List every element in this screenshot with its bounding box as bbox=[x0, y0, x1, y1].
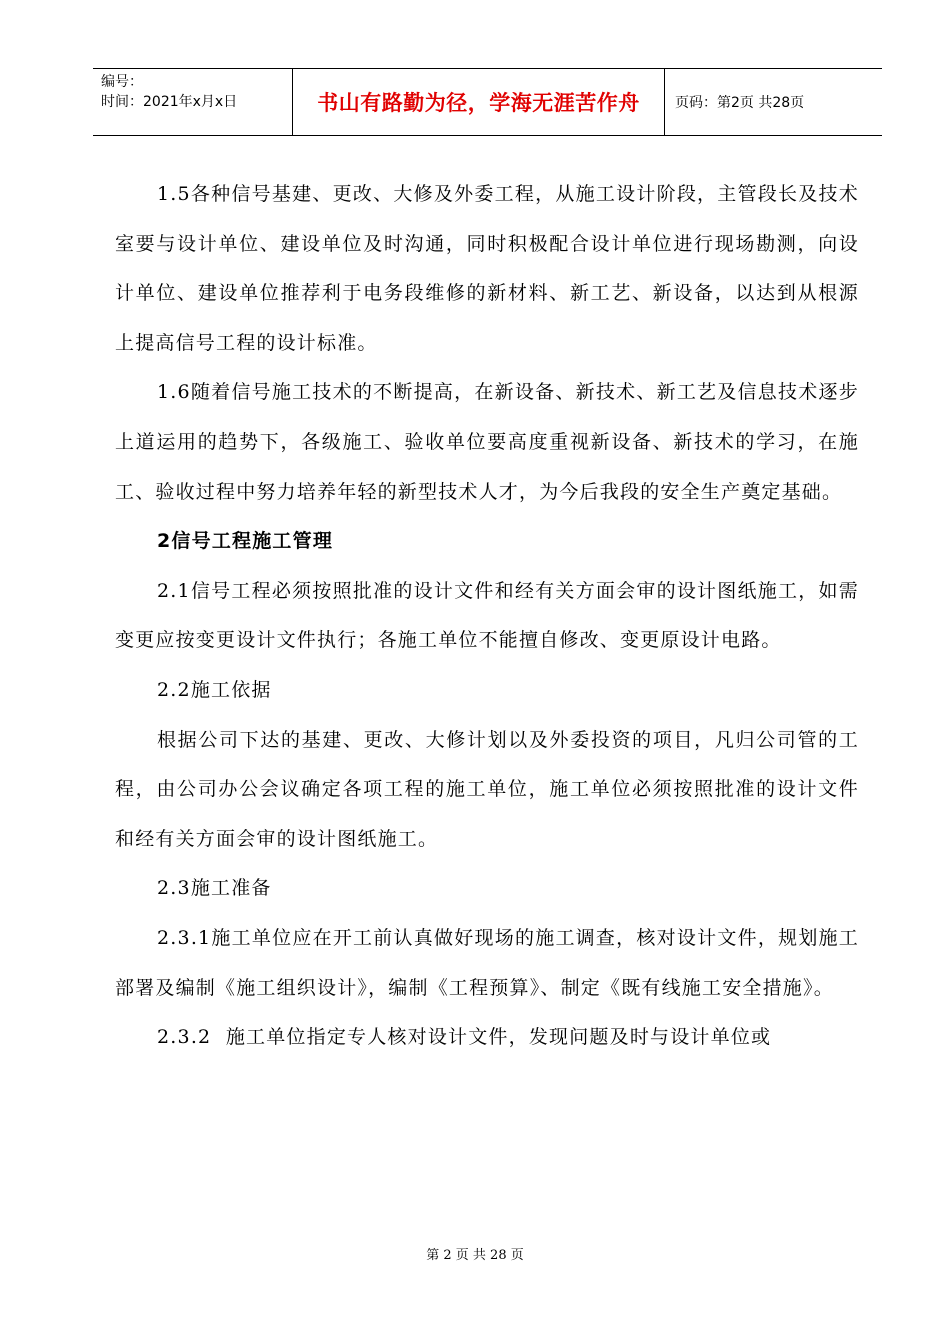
paragraph-1-5: 1.5各种信号基建、更改、大修及外委工程，从施工设计阶段，主管段长及技术室要与设计单位、建设单位及时沟通，同时积极配合设计单位进行现场勘测，向设计单位、建设单位推荐利于电务段维修的新材料、新工艺、新设备，以达到从根源上提高信号工程的设计标准。 bbox=[115, 183, 859, 354]
paragraph-2-3-1: 2.3.1施工单位应在开工前认真做好现场的施工调查，核对设计文件，规划施工部署及编制《施工组织设计》，编制《工程预算》、制定《既有线施工安全措施》。 bbox=[115, 926, 859, 999]
header-page-info: 页码：第2页 共28页 bbox=[675, 95, 805, 111]
section-heading-2: 2信号工程施工管理 bbox=[157, 530, 334, 553]
time-label: 时间：2021年x月x日 bbox=[101, 94, 238, 110]
paragraph-2-3-2: 2.3.2 施工单位指定专人核对设计文件，发现问题及时与设计单位或 bbox=[157, 1026, 772, 1049]
paragraph-1-6: 1.6随着信号施工技术的不断提高，在新设备、新技术、新工艺及信息技术逐步上道运用的趋势下，各级施工、验收单位要高度重视新设备、新技术的学习，在施工、验收过程中努力培养年轻的新型技术人才，为今后我段的安全生产奠定基础。 bbox=[115, 381, 859, 503]
paragraph-2-1: 2.1信号工程必须按照批准的设计文件和经有关方面会审的设计图纸施工，如需变更应按变更设计文件执行；各施工单位不能擅自修改、变更原设计电路。 bbox=[115, 579, 859, 652]
header-meta bbox=[93, 69, 293, 135]
paragraph-2-3-title: 2.3施工准备 bbox=[157, 877, 272, 900]
page-header bbox=[93, 68, 882, 136]
paragraph-2-2-title: 2.2施工依据 bbox=[157, 678, 272, 701]
header-motto: 书山有路勤为径，学海无涯苦作舟 bbox=[293, 69, 665, 135]
document-body bbox=[115, 170, 859, 1063]
page-footer: 第 2 页 共 28 页 bbox=[426, 1248, 524, 1263]
paragraph-2-2-body: 根据公司下达的基建、更改、大修计划以及外委投资的项目，凡归公司管的工程，由公司办公会议确定各项工程的施工单位，施工单位必须按照批准的设计文件和经有关方面会审的设计图纸施工。 bbox=[115, 728, 859, 850]
number-label: 编号： bbox=[101, 74, 143, 90]
